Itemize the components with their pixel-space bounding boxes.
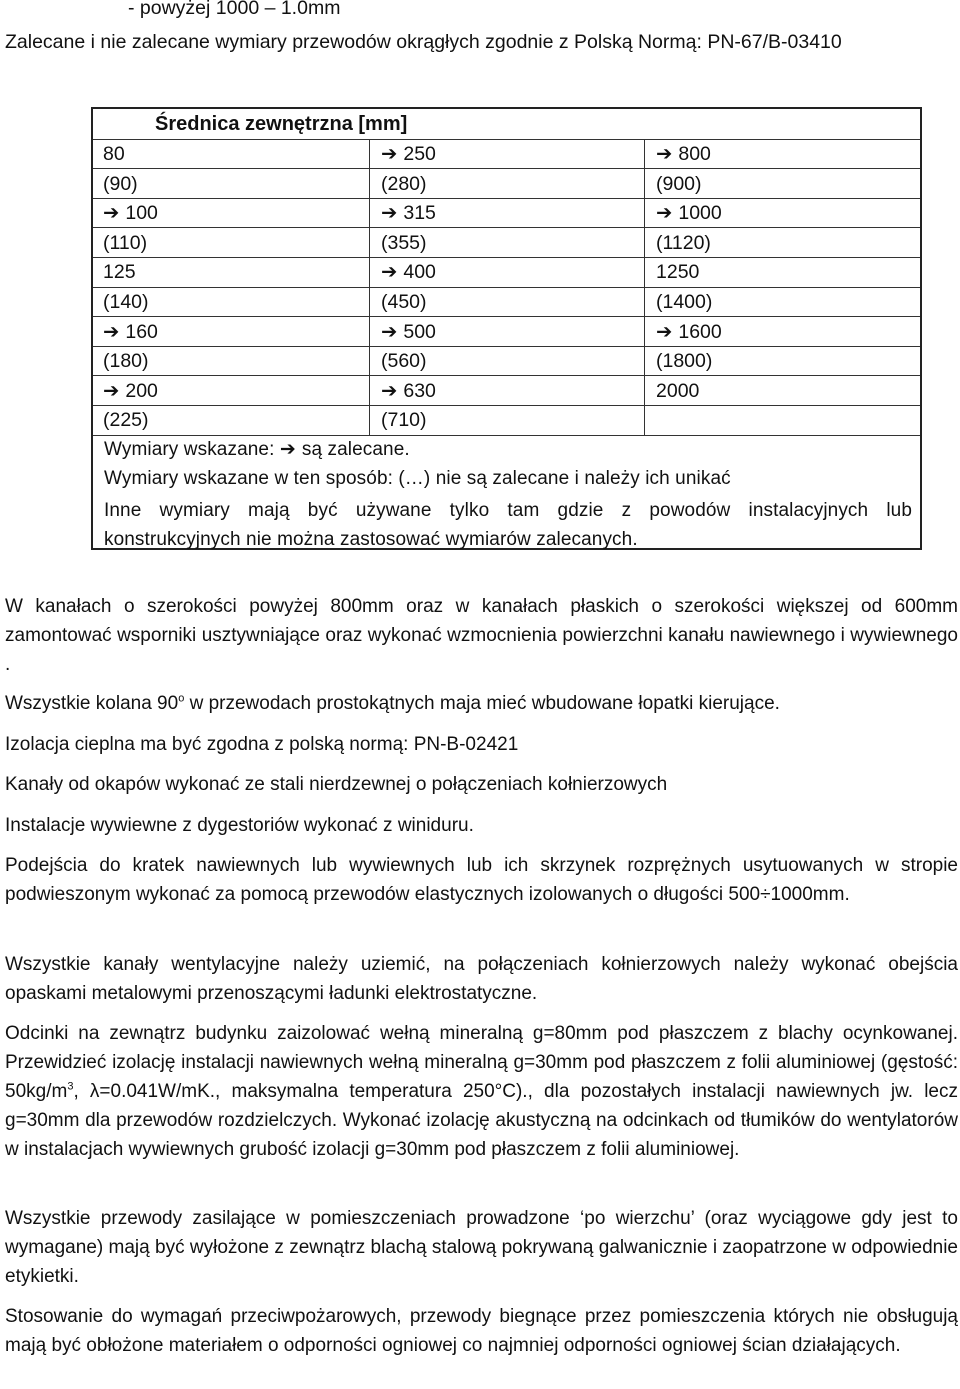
table-header: Średnica zewnętrzna [mm]: [155, 113, 408, 135]
right-arrow-icon: ➔: [103, 320, 120, 343]
note-recommended: Wymiary wskazane: ➔ są zalecane.: [104, 439, 410, 460]
table-cell: [381, 379, 436, 403]
table-rule: [93, 257, 920, 258]
right-arrow-icon: ➔: [656, 202, 673, 225]
table-value: (710): [381, 409, 427, 432]
table-cell: [656, 142, 711, 166]
table-cell: [381, 172, 427, 196]
table-value: (1400): [656, 291, 713, 313]
paragraph-2: Wszystkie kolana 90$^o$ w przewodach prostokątnych maja mieć wbudowane łopatki kierujące.: [5, 692, 780, 714]
table-cell: [656, 349, 712, 373]
table-value: 800: [678, 143, 711, 165]
paragraph-6: Podejścia do kratek nawiewnych lub wywiewnych lub ich skrzynek rozprężnych usytuowanych w stropie podwieszonym wykonać za pomocą przewodów elastycznych izolowanych o długości 500÷1000mm.: [5, 855, 958, 905]
table-cell: [381, 142, 436, 166]
section-heading: Zalecane i nie zalecane wymiary przewodów okrągłych zgodnie z Polską Normą: PN-67/B-03410: [5, 31, 842, 53]
right-arrow-icon: ➔: [656, 320, 673, 343]
table-cell: [656, 320, 722, 344]
table-value: (1800): [656, 350, 713, 373]
table-cell: [381, 349, 427, 373]
table-value: 315: [403, 202, 436, 225]
table-cell: [381, 408, 427, 432]
table-cell: [103, 260, 136, 284]
table-cell: [103, 142, 125, 166]
table-cell: [381, 260, 436, 284]
table-cell: [656, 260, 699, 284]
paragraph-7: Wszystkie kanały wentylacyjne należy uziemić, na połączeniach kołnierzowych należy wykonać obejścia opaskami metalowymi przenoszącymi ładunki elektrostatyczne.: [5, 954, 958, 1004]
table-cell: [656, 379, 699, 403]
table-value: (560): [381, 350, 427, 373]
table-cell: [103, 201, 158, 225]
table-cell: [103, 320, 158, 344]
table-value: (450): [381, 291, 427, 313]
table-value: 500: [403, 320, 436, 343]
table-rule: [93, 287, 920, 288]
table-value: 250: [403, 143, 436, 165]
paragraph-3: Izolacja cieplna ma być zgodna z polską normą: PN-B-02421: [5, 734, 519, 755]
table-rule: [93, 405, 920, 406]
table-cell: [381, 231, 427, 255]
table-value: (225): [103, 409, 149, 432]
table-value: 125: [103, 261, 136, 284]
table-cell: [103, 379, 158, 403]
table-value: (280): [381, 172, 427, 195]
table-value: (355): [381, 231, 427, 254]
paragraph-8: Odcinki na zewnątrz budynku zaizolować wełną mineralną g=80mm pod płaszczem z blachy ocynkowanej. Przewidzieć izolację instalacji nawiewnych wełną mineralną g=30mm pod płaszczem z folii aluminiowej (gęstość: $50kg/m^3$, λ=0.041W/mK., maksymalna temperatura 250°C)., dla pozostałych instalacji nawiewnych jw. lecz g=30mm dla przewodów rozdzielczych. Wykonać izolację akustyczną na odcinkach od tłumików do wentylatorów w instalacjach wywiewnych grubość izolacji g=30mm pod płaszczem z folii aluminiowej.: [5, 1023, 958, 1160]
table-value: 80: [103, 143, 125, 165]
table-value: 200: [125, 379, 158, 402]
table-rule: [93, 168, 920, 169]
table-value: (180): [103, 350, 149, 373]
table-value: (110): [103, 231, 148, 254]
table-value: 2000: [656, 379, 700, 402]
right-arrow-icon: ➔: [656, 143, 673, 165]
table-rule: [93, 139, 920, 140]
paragraph-4: Kanały od okapów wykonać ze stali nierdzewnej o połączeniach kołnierzowych: [5, 774, 668, 795]
table-rule: [93, 227, 920, 228]
table-column-rule: [644, 139, 645, 435]
right-arrow-icon: ➔: [381, 202, 398, 225]
table-value: 100: [125, 202, 158, 225]
table-cell: [381, 290, 427, 314]
table-rule: [93, 198, 920, 199]
top-line: - powyżej 1000 – 1.0mm: [128, 0, 341, 19]
right-arrow-icon: ➔: [279, 439, 296, 460]
right-arrow-icon: ➔: [103, 379, 120, 402]
table-rule: [93, 316, 920, 317]
table-cell: [656, 201, 722, 225]
table-cell: [103, 408, 149, 432]
table-cell: [381, 201, 436, 225]
table-cell: [656, 231, 711, 255]
table-cell: [381, 320, 436, 344]
table-value: (900): [656, 172, 702, 195]
table-cell: [103, 231, 147, 255]
right-arrow-icon: ➔: [381, 261, 398, 284]
right-arrow-icon: ➔: [381, 379, 398, 402]
table-value: 400: [403, 261, 436, 284]
table-value: 630: [403, 379, 436, 402]
table-value: 1250: [656, 261, 700, 284]
paragraph-10: Stosowanie do wymagań przeciwpożarowych, przewody biegnące przez pomieszczenia których nie obsługują mają być obłożone materiałem o odporności ogniowej co najmniej odporności ogniowej ścian działających.: [5, 1306, 958, 1356]
right-arrow-icon: ➔: [103, 202, 120, 225]
table-value: (140): [103, 291, 149, 313]
table-cell: [103, 349, 149, 373]
table-value: 160: [125, 320, 158, 343]
right-arrow-icon: ➔: [381, 320, 398, 343]
table-value: (1120): [656, 231, 711, 254]
table-cell: [103, 172, 138, 196]
paragraph-5: Instalacje wywiewne z dygestoriów wykonać z winiduru.: [5, 815, 474, 836]
table-value: 1600: [678, 320, 722, 343]
paragraph-9: Wszystkie przewody zasilające w pomieszczeniach prowadzone ‘po wierzchu’ (oraz wyciągowe gdy jest to wymagane) mają być wyłożone z zewnątrz blachą stalową pokrywaną galwanicznie i zaopatrzone w odpowiednie etykietki.: [5, 1208, 958, 1287]
table-cell: [656, 290, 712, 314]
note-other: Inne wymiary mają być używane tylko tam gdzie z powodów instalacyjnych lub konstrukcyjnych nie można zastosować wymiarów zalecanych.: [104, 500, 912, 550]
right-arrow-icon: ➔: [381, 143, 398, 165]
table-cell: [656, 172, 702, 196]
table-value: 1000: [678, 202, 722, 225]
table-cell: [103, 290, 149, 314]
note-avoid: Wymiary wskazane w ten sposób: (…) nie są zalecane i należy ich unikać: [104, 468, 731, 489]
table-column-rule: [369, 139, 370, 435]
table-value: (90): [103, 172, 138, 195]
table-rule: [93, 375, 920, 376]
diameter-table: [91, 107, 922, 550]
table-rule: [93, 346, 920, 347]
table-rule: [93, 435, 920, 436]
